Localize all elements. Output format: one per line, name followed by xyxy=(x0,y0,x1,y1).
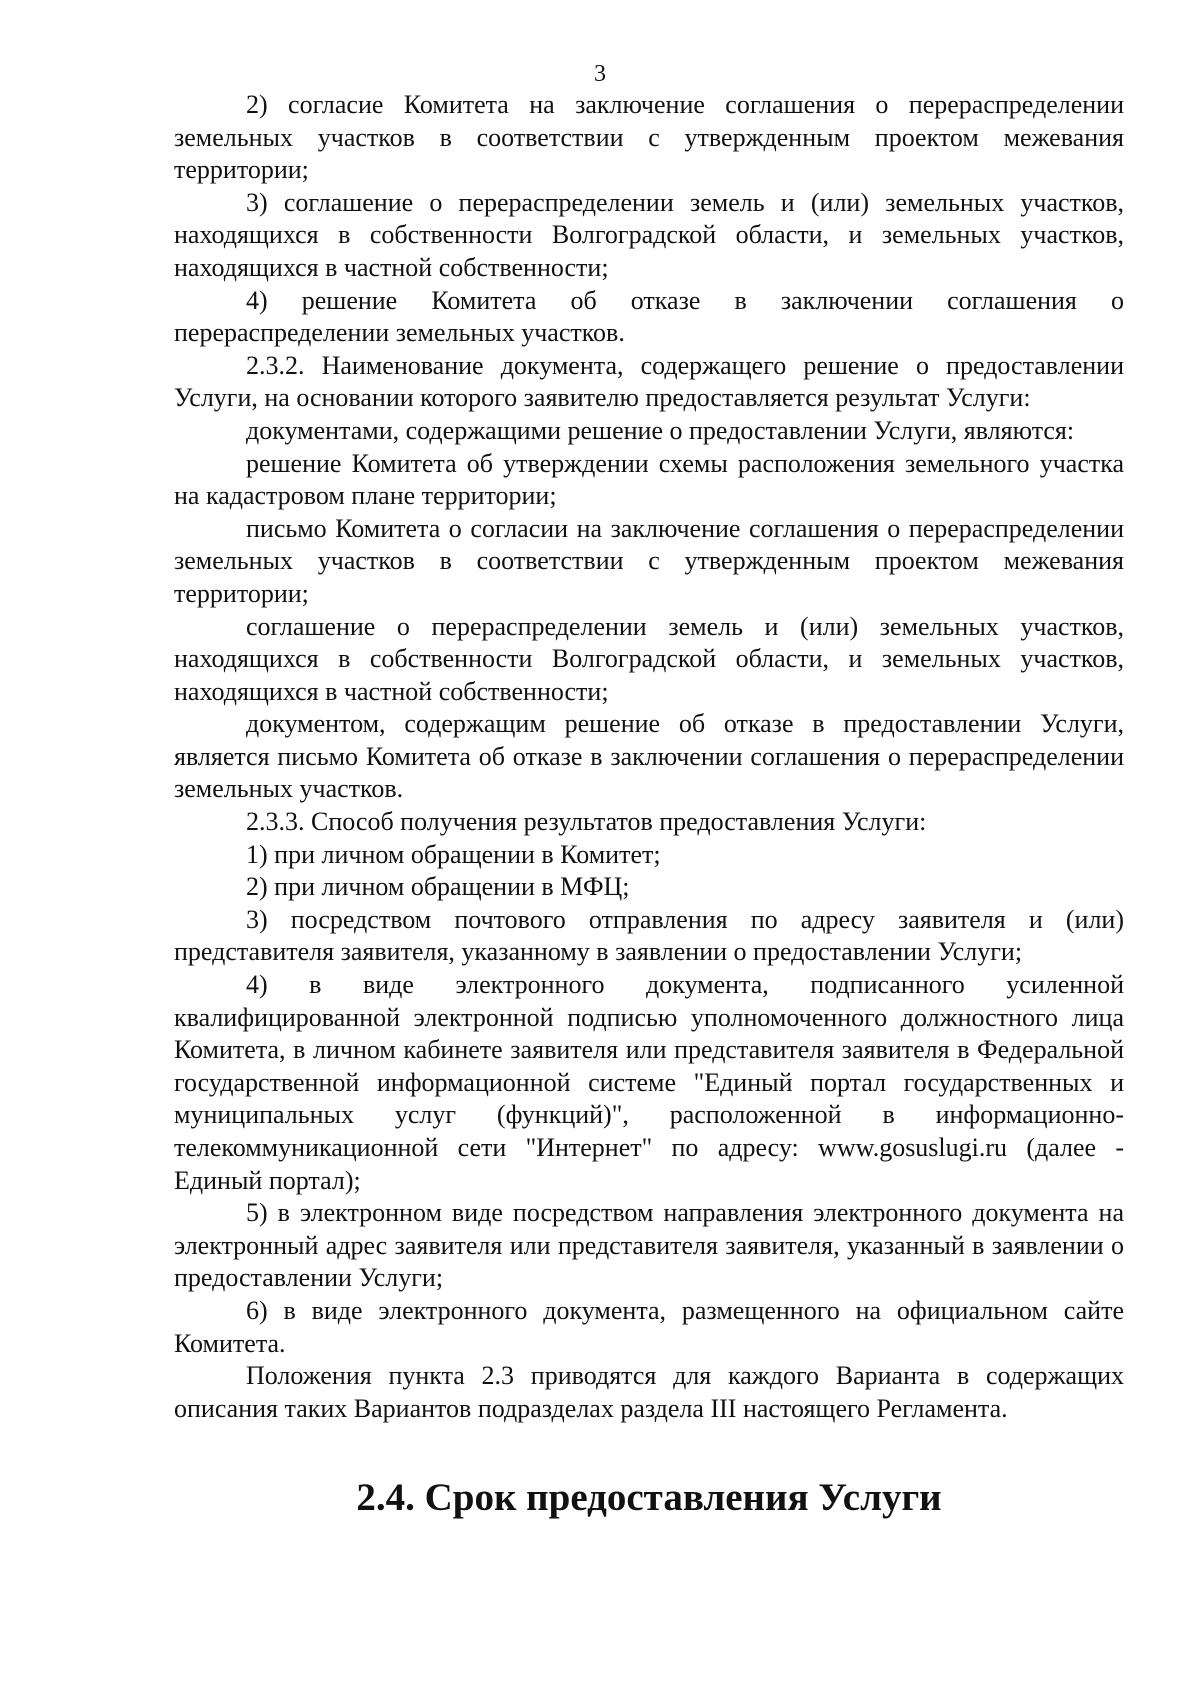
list-item-official-site: 6) в виде электронного документа, размещенного на официальном сайте Комитета. xyxy=(174,1295,1124,1358)
paragraph-refusal-decision: 4) решение Комитета об отказе в заключении соглашения о перераспределении земельных участков. xyxy=(174,285,1124,348)
paragraph-scheme-approval: решение Комитета об утверждении схемы расположения земельного участка на кадастровом плане территории; xyxy=(174,448,1124,511)
paragraph-variants-note: Положения пункта 2.3 приводятся для каждого Варианта в содержащих описания таких Вариантов подразделах раздела III настоящего Регламента. xyxy=(174,1361,1124,1423)
section-heading: 2.4. Срок предоставления Услуги xyxy=(356,1476,942,1520)
document-body xyxy=(174,89,1124,1520)
paragraph-redistribution-contract: соглашение о перераспределении земель и (или) земельных участков, находящихся в собственности Волгоградской области, и земельных участков, находящихся в частной собственности; xyxy=(174,611,1124,706)
list-item-mfc: 2) при личном обращении в МФЦ; xyxy=(246,872,630,902)
list-item-email: 5) в электронном виде посредством направления электронного документа на электронный адрес заявителя или представителя заявителя, указанный в заявлении о предоставлении Услуги; xyxy=(174,1198,1124,1293)
paragraph-2-3-3: 2.3.3. Способ получения результатов предоставления Услуги: xyxy=(246,807,927,837)
list-item-postal: 3) посредством почтового отправления по адресу заявителя и (или) представителя заявителя, указанному в заявлении о предоставлении Услуги; xyxy=(174,904,1124,967)
paragraph-agreement-consent: 2) согласие Комитета на заключение соглашения о перераспределении земельных участков в соответствии с утвержденным проектом межевания территории; xyxy=(174,90,1124,185)
paragraph-refusal-document: документом, содержащим решение об отказе в предоставлении Услуги, является письмо Комитета об отказе в заключении соглашения о перераспределении земельных участков. xyxy=(174,709,1124,804)
list-item-electronic-portal: 4) в виде электронного документа, подписанного усиленной квалифицированной электронной подписью уполномоченного должностного лица Комитета, в личном кабинете заявителя или представителя заявителя в Федеральной государственной информационной системе "Единый портал государственных и муниципальных услуг (функций)", расположенной в информационно-телекоммуникационной сети "Интернет" по адресу: www.gosuslugi.ru (далее - Единый портал); xyxy=(174,970,1124,1195)
paragraph-decision-documents: документами, содержащими решение о предоставлении Услуги, являются: xyxy=(246,415,1075,445)
list-item-committee: 1) при личном обращении в Комитет; xyxy=(246,839,661,869)
page-number: 3 xyxy=(594,61,606,87)
paragraph-consent-letter: письмо Комитета о согласии на заключение соглашения о перераспределении земельных участков в соответствии с утвержденным проектом межевания территории; xyxy=(174,513,1124,608)
paragraph-redistribution-agreement: 3) соглашение о перераспределении земель и (или) земельных участков, находящихся в собственности Волгоградской области, и земельных участков, находящихся в частной собственности; xyxy=(174,187,1124,282)
paragraph-2-3-2: 2.3.2. Наименование документа, содержащего решение о предоставлении Услуги, на основании которого заявителю предоставляется результат Услуги: xyxy=(174,350,1124,413)
